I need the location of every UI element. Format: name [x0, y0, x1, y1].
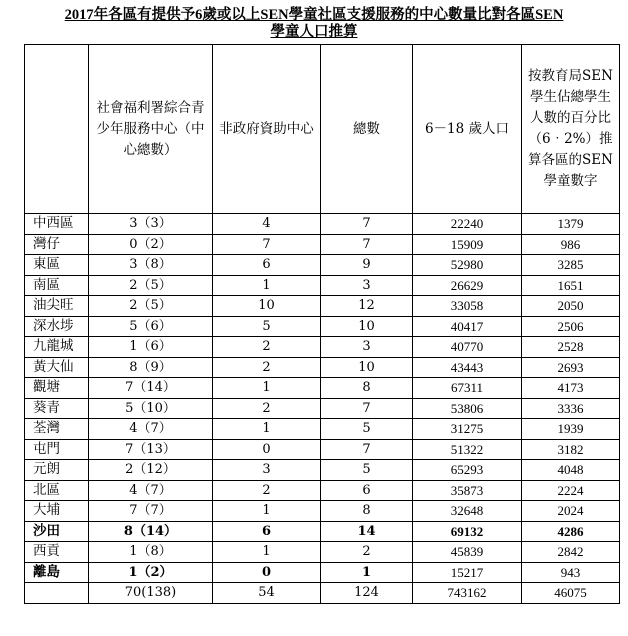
sen-estimate-cell: 1939 [522, 419, 620, 440]
ngo-centres-cell: 2 [213, 480, 321, 501]
district-sen-table [24, 44, 620, 604]
table-row [25, 439, 620, 460]
sen-estimate-cell: 2528 [522, 337, 620, 358]
table-row [25, 398, 620, 419]
swd-centres-cell: 7（14） [89, 378, 213, 399]
table-row [25, 378, 620, 399]
table-row [25, 542, 620, 563]
total-cell: 3 [321, 275, 413, 296]
table-header-row [25, 45, 620, 214]
population-cell: 22240 [413, 214, 522, 235]
total-cell: 1 [321, 562, 413, 583]
district-cell: 元朗 [25, 460, 89, 481]
table-row [25, 480, 620, 501]
population-cell: 33058 [413, 296, 522, 317]
district-cell: 深水埗 [25, 316, 89, 337]
total-cell: 10 [321, 316, 413, 337]
table-row [25, 562, 620, 583]
swd-centres-cell: 2（5） [89, 275, 213, 296]
population-cell: 35873 [413, 480, 522, 501]
total-row [25, 583, 620, 604]
header-ngo-centres: 非政府資助中心 [213, 45, 321, 214]
population-cell: 40417 [413, 316, 522, 337]
district-cell: 西貢 [25, 542, 89, 563]
ngo-centres-cell: 4 [213, 214, 321, 235]
population-cell: 15217 [413, 562, 522, 583]
population-cell: 32648 [413, 501, 522, 522]
district-cell: 黃大仙 [25, 357, 89, 378]
ngo-centres-cell: 6 [213, 255, 321, 276]
total-cell: 8 [321, 501, 413, 522]
district-cell: 大埔 [25, 501, 89, 522]
population-cell: 40770 [413, 337, 522, 358]
district-cell: 北區 [25, 480, 89, 501]
total-cell: 9 [321, 255, 413, 276]
header-total: 總數 [321, 45, 413, 214]
swd-centres-cell: 1（8） [89, 542, 213, 563]
sen-estimate-cell: 2842 [522, 542, 620, 563]
swd-centres-cell: 5（6） [89, 316, 213, 337]
sen-estimate-cell: 3182 [522, 439, 620, 460]
total-cell: 7 [321, 234, 413, 255]
swd-centres-cell: 3（8） [89, 255, 213, 276]
table-row [25, 214, 620, 235]
table-body [25, 214, 620, 604]
sen-estimate-cell: 2693 [522, 357, 620, 378]
population-cell: 65293 [413, 460, 522, 481]
sen-estimate-cell: 2050 [522, 296, 620, 317]
table-row [25, 419, 620, 440]
table-row [25, 521, 620, 542]
title-line-1: 2017年各區有提供予6歲或以上SEN學童社區支援服務的中心數量比對各區SEN [64, 7, 564, 23]
swd-centres-cell: 8（14） [89, 521, 213, 542]
sen-estimate-cell: 46075 [522, 583, 620, 604]
sen-estimate-cell: 2024 [522, 501, 620, 522]
header-sen-estimate: 按教育局SEN 學生佔總學生人數的百分比（6‧2%）推算各區的SEN 學童數字 [522, 45, 620, 214]
title-line-2: 學童人口推算 [270, 24, 358, 40]
district-cell: 灣仔 [25, 234, 89, 255]
district-cell: 南區 [25, 275, 89, 296]
ngo-centres-cell: 2 [213, 357, 321, 378]
district-cell: 油尖旺 [25, 296, 89, 317]
total-cell: 2 [321, 542, 413, 563]
ngo-centres-cell: 1 [213, 419, 321, 440]
swd-centres-cell: 8（9） [89, 357, 213, 378]
swd-centres-cell: 1（6） [89, 337, 213, 358]
population-cell: 26629 [413, 275, 522, 296]
total-cell: 7 [321, 398, 413, 419]
table-row [25, 275, 620, 296]
total-cell: 7 [321, 439, 413, 460]
sen-estimate-cell: 4286 [522, 521, 620, 542]
table-row [25, 316, 620, 337]
population-cell: 43443 [413, 357, 522, 378]
swd-centres-cell: 2（5） [89, 296, 213, 317]
header-population: 6－18 歲人口 [413, 45, 522, 214]
ngo-centres-cell: 2 [213, 398, 321, 419]
swd-centres-cell: 4（7） [89, 419, 213, 440]
table-row [25, 255, 620, 276]
district-cell: 荃灣 [25, 419, 89, 440]
sen-estimate-cell: 2506 [522, 316, 620, 337]
table-row [25, 460, 620, 481]
swd-centres-cell: 5（10） [89, 398, 213, 419]
swd-centres-cell: 4（7） [89, 480, 213, 501]
district-cell: 九龍城 [25, 337, 89, 358]
district-cell: 觀塘 [25, 378, 89, 399]
population-cell: 45839 [413, 542, 522, 563]
total-cell: 7 [321, 214, 413, 235]
ngo-centres-cell: 5 [213, 316, 321, 337]
total-cell: 14 [321, 521, 413, 542]
sen-estimate-cell: 3285 [522, 255, 620, 276]
total-cell: 10 [321, 357, 413, 378]
sen-estimate-cell: 4048 [522, 460, 620, 481]
population-cell: 51322 [413, 439, 522, 460]
sen-estimate-cell: 1651 [522, 275, 620, 296]
total-cell: 8 [321, 378, 413, 399]
ngo-centres-cell: 0 [213, 562, 321, 583]
district-cell: 沙田 [25, 521, 89, 542]
ngo-centres-cell: 54 [213, 583, 321, 604]
swd-centres-cell: 3（3） [89, 214, 213, 235]
total-cell: 6 [321, 480, 413, 501]
swd-centres-cell: 7（7） [89, 501, 213, 522]
district-cell: 離島 [25, 562, 89, 583]
swd-centres-cell: 1（2） [89, 562, 213, 583]
table-row [25, 296, 620, 317]
ngo-centres-cell: 3 [213, 460, 321, 481]
ngo-centres-cell: 1 [213, 542, 321, 563]
table-row [25, 234, 620, 255]
header-swd-centres: 社會福利署綜合青少年服務中心（中心總數） [89, 45, 213, 214]
document-title [0, 7, 628, 41]
district-cell: 東區 [25, 255, 89, 276]
total-cell: 5 [321, 419, 413, 440]
population-cell: 15909 [413, 234, 522, 255]
district-cell: 中西區 [25, 214, 89, 235]
district-cell: 葵青 [25, 398, 89, 419]
district-cell: 屯門 [25, 439, 89, 460]
sen-estimate-cell: 2224 [522, 480, 620, 501]
table-row [25, 337, 620, 358]
ngo-centres-cell: 2 [213, 337, 321, 358]
header-district [25, 45, 89, 214]
sen-estimate-cell: 3336 [522, 398, 620, 419]
ngo-centres-cell: 1 [213, 378, 321, 399]
sen-estimate-cell: 986 [522, 234, 620, 255]
population-cell: 53806 [413, 398, 522, 419]
population-cell: 67311 [413, 378, 522, 399]
district-cell [25, 583, 89, 604]
population-cell: 52980 [413, 255, 522, 276]
swd-centres-cell: 0（2） [89, 234, 213, 255]
swd-centres-cell: 7（13） [89, 439, 213, 460]
ngo-centres-cell: 0 [213, 439, 321, 460]
total-cell: 5 [321, 460, 413, 481]
ngo-centres-cell: 1 [213, 275, 321, 296]
swd-centres-cell: 70(138) [89, 583, 213, 604]
table-row [25, 501, 620, 522]
total-cell: 3 [321, 337, 413, 358]
population-cell: 743162 [413, 583, 522, 604]
table-row [25, 357, 620, 378]
total-cell: 124 [321, 583, 413, 604]
population-cell: 69132 [413, 521, 522, 542]
swd-centres-cell: 2（12） [89, 460, 213, 481]
ngo-centres-cell: 6 [213, 521, 321, 542]
ngo-centres-cell: 10 [213, 296, 321, 317]
population-cell: 31275 [413, 419, 522, 440]
ngo-centres-cell: 1 [213, 501, 321, 522]
ngo-centres-cell: 7 [213, 234, 321, 255]
sen-estimate-cell: 943 [522, 562, 620, 583]
sen-estimate-cell: 1379 [522, 214, 620, 235]
sen-estimate-cell: 4173 [522, 378, 620, 399]
total-cell: 12 [321, 296, 413, 317]
